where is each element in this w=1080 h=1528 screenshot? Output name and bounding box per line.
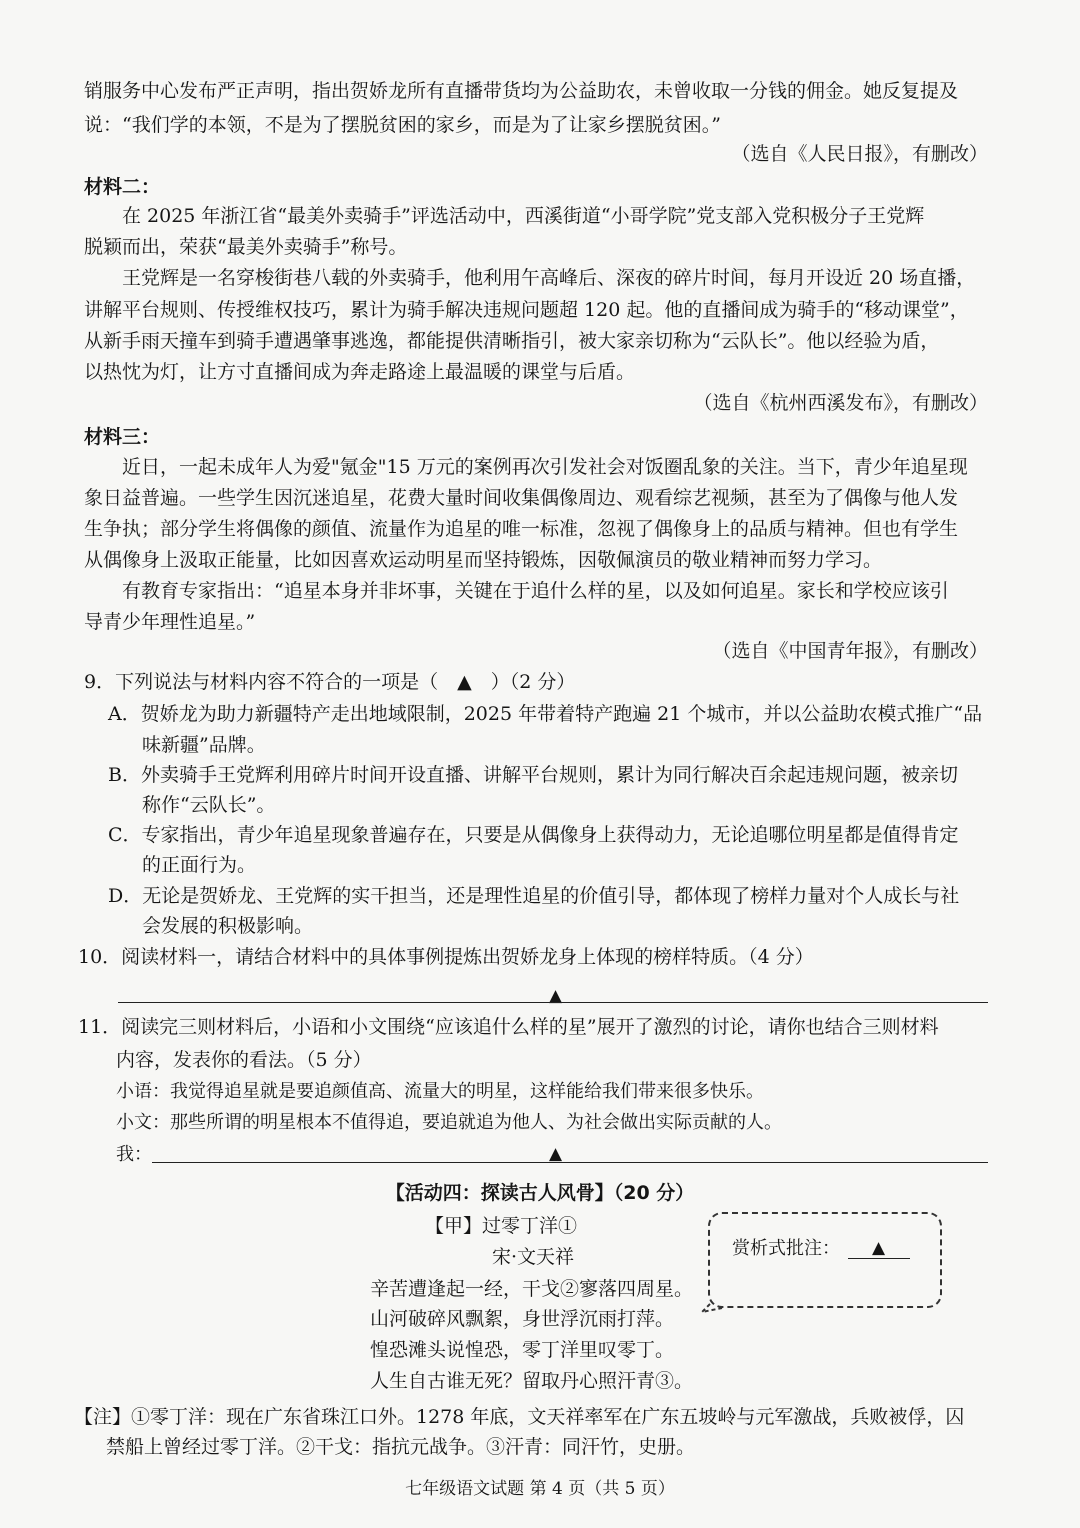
q11-stem-line1: 11．阅读完三则材料后，小语和小文围绕“应该追什么样的星”展开了激烈的讨论，请你也结合三则材料 xyxy=(78,1016,939,1038)
m2-source: （选自《杭州西溪发布》，有删改） xyxy=(693,392,988,414)
q11-xiaowen: 小文：那些所谓的明星根本不值得追，要追就追为他人、为社会做出实际贡献的人。 xyxy=(116,1112,782,1133)
annotation-label: 赏析式批注： xyxy=(732,1238,840,1259)
m3-p2-line2: 导青少年理性追星。” xyxy=(84,611,256,633)
m3-p1-line2: 象日益普遍。一些学生因沉迷追星，花费大量时间收集偶像周边、观看综艺视频，甚至为了偶像与他人发 xyxy=(84,487,959,509)
q9-option-a-line2: 味新疆”品牌。 xyxy=(142,734,266,756)
m3-heading: 材料三： xyxy=(84,426,161,448)
m3-p1-line3: 生争执；部分学生将偶像的颜值、流量作为追星的唯一标准，忽视了偶像身上的品质与精神。但也有学生 xyxy=(84,518,959,540)
q9-stem: 9．下列说法与材料内容不符合的一项是（ ▲ ）（2 分） xyxy=(84,671,576,693)
page-footer: 七年级语文试题 第 4 页（共 5 页） xyxy=(405,1479,675,1499)
m1-line1: 销服务中心发布严正声明，指出贺娇龙所有直播带货均为公益助农，未曾收取一分钱的佣金。她反复提及 xyxy=(84,80,959,102)
bubble-tail-icon xyxy=(700,1296,748,1320)
q9-option-a-line1: A．贺娇龙为助力新疆特产走出地域限制，2025 年带着特产跑遍 21 个城市，并以公益助农模式推广“品 xyxy=(108,703,983,725)
annotation-answer-line[interactable] xyxy=(848,1258,910,1259)
q9-option-b-line2: 称作“云队长”。 xyxy=(142,794,276,816)
poem-line3: 惶恐滩头说惶恐，零丁洋里叹零丁。 xyxy=(370,1339,675,1361)
q10-stem: 10．阅读材料一，请结合材料中的具体事例提炼出贺娇龙身上体现的榜样特质。（4 分） xyxy=(78,946,814,968)
m2-p1-line2: 脱颖而出，荣获“最美外卖骑手”称号。 xyxy=(84,236,408,258)
q9-option-c-line1: C．专家指出，青少年追星现象普遍存在，只要是从偶像身上获得动力，无论追哪位明星都是值得肯定 xyxy=(108,824,959,846)
q11-answer-line[interactable] xyxy=(152,1162,988,1163)
m2-p2-line4: 以热忱为灯，让方寸直播间成为奔走路途上最温暖的课堂与后盾。 xyxy=(84,361,636,383)
poem-line4: 人生自古谁无死？留取丹心照汗青③。 xyxy=(370,1370,694,1392)
poem-line1: 辛苦遭逢起一经，干戈②寥落四周星。 xyxy=(370,1278,694,1300)
m3-p2-line1: 有教育专家指出：“追星本身并非坏事，关键在于追什么样的星，以及如何追星。家长和学校应该引 xyxy=(122,580,949,602)
notes-line1: 【注】①零丁洋：现在广东省珠江口外。1278 年底，文天祥率军在广东五坡岭与元军激战，兵败被俘，囚 xyxy=(74,1406,965,1428)
m2-p2-line2: 讲解平台规则、传授维权技巧，累计为骑手解决违规问题超 120 起。他的直播间成为骑手的“移动课堂”， xyxy=(84,299,969,321)
m2-heading: 材料二： xyxy=(84,176,161,198)
poem-author: 宋·文天祥 xyxy=(492,1246,575,1268)
m2-p1-line1: 在 2025 年浙江省“最美外卖骑手”评选活动中，西溪街道“小哥学院”党支部入党积极分子王党辉 xyxy=(122,205,925,227)
poem-line2: 山河破碎风飘絮，身世浮沉雨打萍。 xyxy=(370,1308,675,1330)
m1-line2: 说：“我们学的本领，不是为了摆脱贫困的家乡，而是为了让家乡摆脱贫困。” xyxy=(84,114,721,136)
m3-p1-line1: 近日，一起未成年人为爱"氪金"15 万元的案例再次引发社会对饭圈乱象的关注。当下，青少年追星现 xyxy=(122,456,968,478)
q10-answer-marker: ▲ xyxy=(549,986,563,1006)
poem-title: 【甲】过零丁洋① xyxy=(425,1215,578,1237)
m3-p1-line4: 从偶像身上汲取正能量，比如因喜欢运动明星而坚持锻炼，因敬佩演员的敬业精神而努力学习。 xyxy=(84,549,883,571)
q10-answer-line[interactable] xyxy=(118,1002,988,1003)
q11-stem-line2: 内容，发表你的看法。（5 分） xyxy=(116,1049,372,1071)
m3-source: （选自《中国青年报》，有删改） xyxy=(712,640,988,662)
annotation-answer-marker: ▲ xyxy=(872,1238,886,1258)
notes-line2: 禁船上曾经过零丁洋。②干戈：指抗元战争。③汗青：同汗竹，史册。 xyxy=(106,1436,696,1458)
q9-option-b-line1: B．外卖骑手王党辉利用碎片时间开设直播、讲解平台规则，累计为同行解决百余起违规问题，被亲切 xyxy=(108,764,958,786)
activity4-title: 【活动四：探读古人风骨】（20 分） xyxy=(385,1182,695,1204)
q11-xiaoyu: 小语：我觉得追星就是要追颜值高、流量大的明星，这样能给我们带来很多快乐。 xyxy=(116,1081,764,1102)
q9-option-c-line2: 的正面行为。 xyxy=(142,854,257,876)
q11-answer-marker: ▲ xyxy=(549,1144,563,1164)
m1-source: （选自《人民日报》，有删改） xyxy=(731,143,988,165)
m2-p2-line3: 从新手雨天撞车到骑手遭遇肇事逃逸，都能提供清晰指引，被大家亲切称为“云队长”。他以经验为盾， xyxy=(84,330,940,352)
q9-option-d-line2: 会发展的积极影响。 xyxy=(142,915,314,937)
m2-p2-line1: 王党辉是一名穿梭街巷八载的外卖骑手，他利用午高峰后、深夜的碎片时间，每月开设近 20 场直播， xyxy=(122,267,976,289)
q9-option-d-line1: D．无论是贺娇龙、王党辉的实干担当，还是理性追星的价值引导，都体现了榜样力量对个人成长与社 xyxy=(108,885,960,907)
q11-me-label: 我： xyxy=(116,1144,152,1165)
